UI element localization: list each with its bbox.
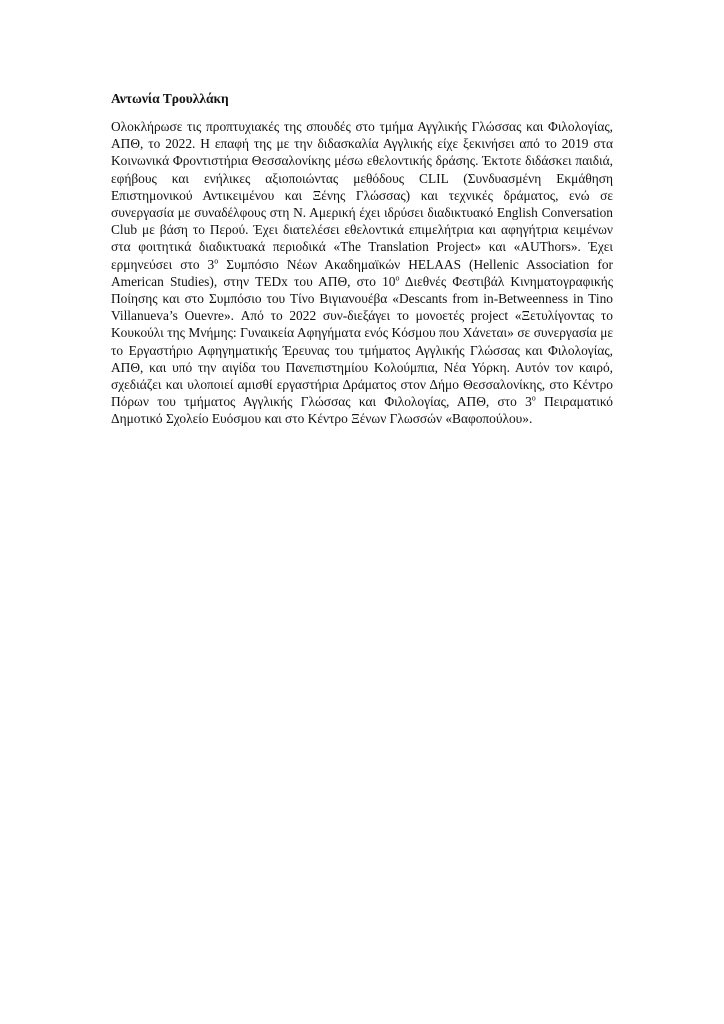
bio-text-part-4: Πειραματικό Δημοτικό Σχολείο Ευόσμου και στο Κέντρο Ξένων Γλωσσών «Βαφοπούλου». bbox=[111, 394, 613, 427]
bio-text-part-3: Διεθνές Φεστιβάλ Κινηματογραφικής Ποίησης και στο Συμπόσιο του Τίνο Βιγιανουέβα «Descants from in-Betweenness in Tino Villanueva’s Ouevre». Από το 2022 συν-διεξάγει το μονοετές project «Ξετυλίγοντας το Κουκούλι της Μνήμης: Γυναικεία Αφηγήματα ενός Κόσμου που Χάνεται» σε συνεργασία με το Εργαστήριο Αφηγηματικής Έρευνας του τμήματος Αγγλικής Γλώσσας και Φιλολογίας, ΑΠΘ, και υπό την αιγίδα του Πανεπιστημίου Κολούμπια, Νέα Υόρκη. Αυτόν τον καιρό, σχεδιάζει και υλοποιεί αμισθί εργαστήρια Δράματος στον Δήμο Θεσσαλονίκης, στο Κέντρο Πόρων του τμήματος Αγγλικής Γλώσσας και Φιλολογίας, ΑΠΘ, στο 3 bbox=[111, 273, 614, 410]
author-bio-paragraph bbox=[111, 118, 613, 428]
author-name: Αντωνία Τρουλλάκη bbox=[111, 91, 229, 106]
bio-text-part-2: Συμπόσιο Νέων Ακαδημαϊκών HELAAS (Hellenic Association for American Studies), στην TEDx του ΑΠΘ, στο 10 bbox=[111, 256, 613, 289]
bio-text-part-1: Ολοκλήρωσε τις προπτυχιακές της σπουδές στο τμήμα Αγγλικής Γλώσσας και Φιλολογίας, ΑΠΘ, το 2022. Η επαφή της με την διδασκαλία Αγγλικής είχε ξεκινήσει από το 2019 στα Κοινωνικά Φροντιστήρια Θεσσαλονίκης μέσω εθελοντικής δράσης. Έκτοτε διδάσκει παιδιά, εφήβους και ενήλικες αξιοποιώντας μεθόδους CLIL (Συνδυασμένη Εκμάθηση Επιστημονικού Αντικειμένου και Ξένης Γλώσσας) και τεχνικές δράματος, ενώ σε συνεργασία με συναδέλφους στη Ν. Αμερική έχει ιδρύσει διαδικτυακό English Conversation Club με βάση το Περού. Έχει διατελέσει εθελοντικά επιμελήτρια και αφηγήτρια κειμένων στα φοιτητικά διαδικτυακά περιοδικά «The Translation Project» και «AUThors». Έχει ερμηνεύσει στο 3 bbox=[111, 119, 613, 272]
ordinal-superscript-3: ο bbox=[531, 393, 536, 403]
ordinal-superscript-2: ο bbox=[395, 273, 400, 283]
document-content bbox=[111, 90, 613, 428]
ordinal-superscript-1: ο bbox=[214, 256, 219, 266]
